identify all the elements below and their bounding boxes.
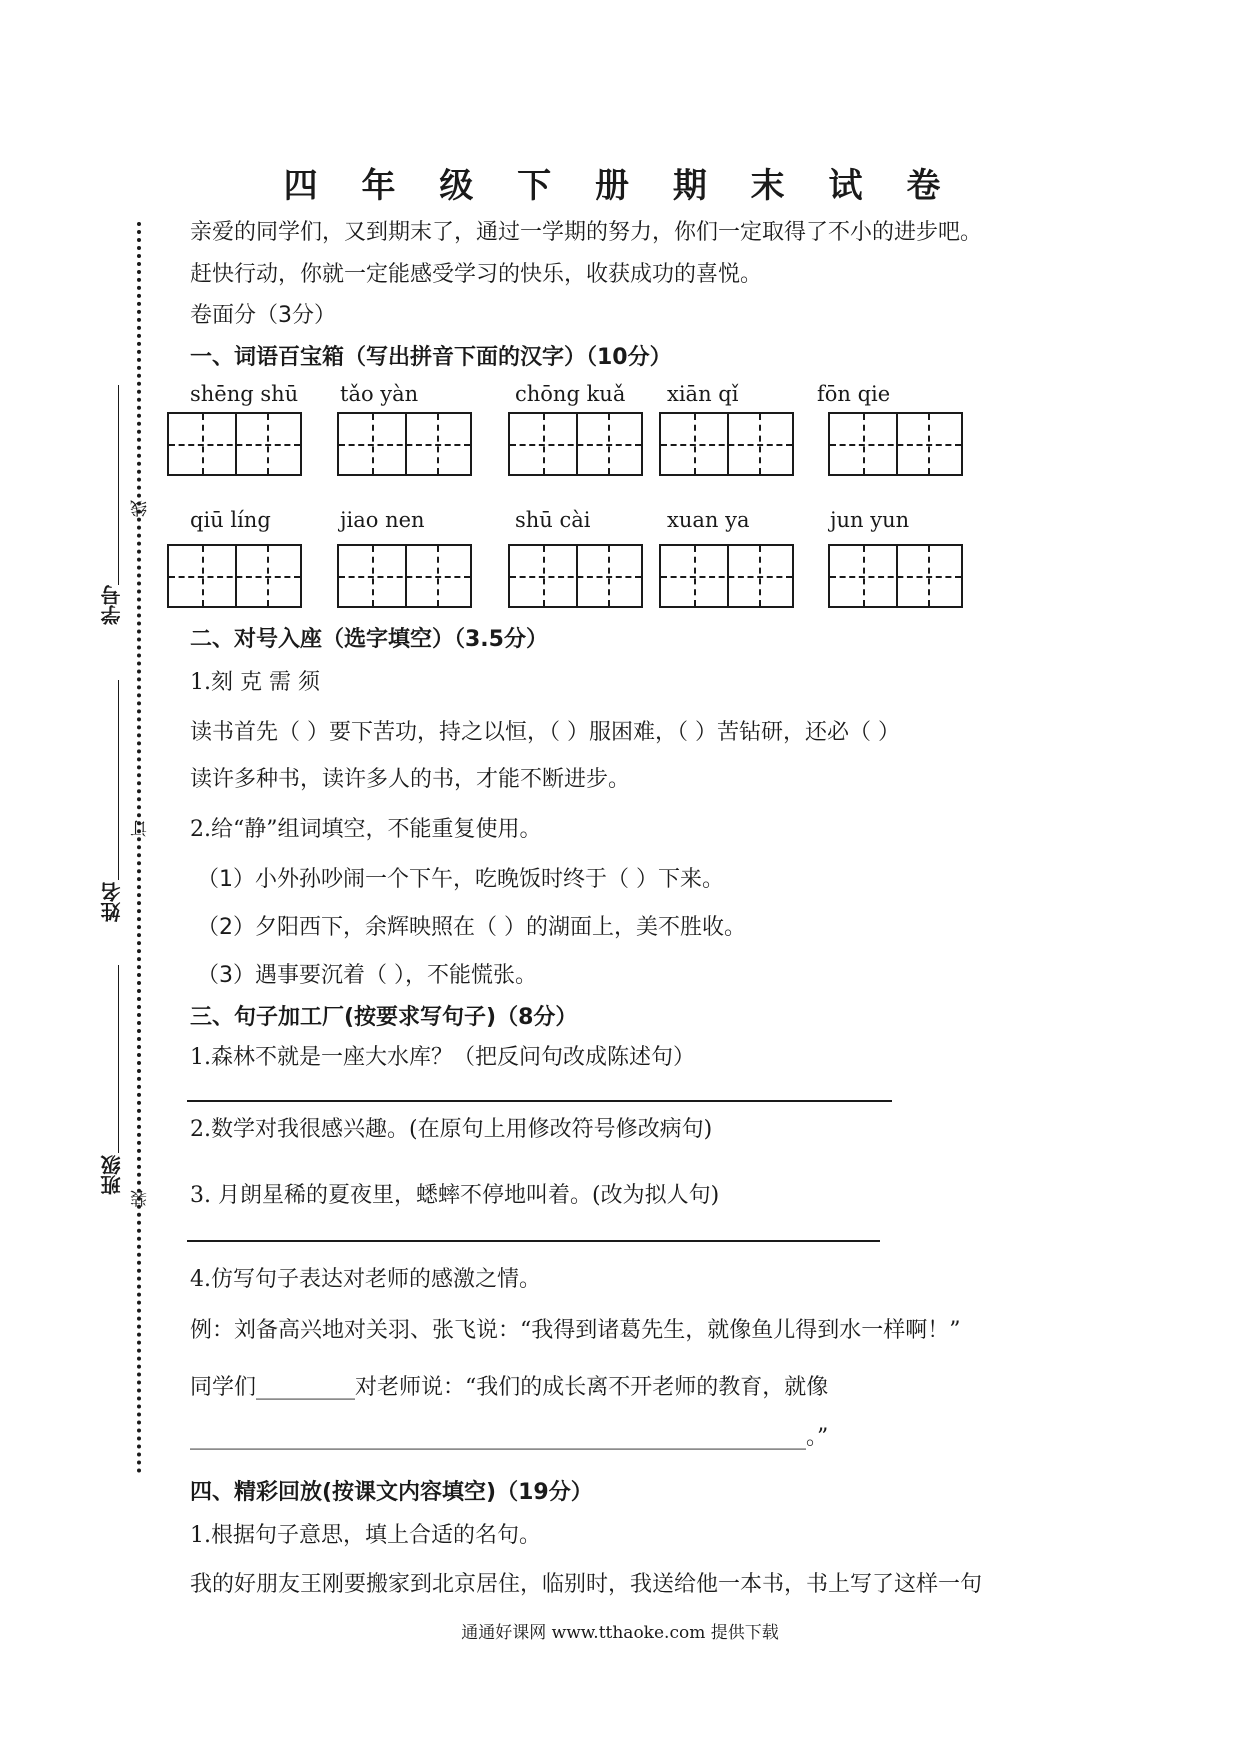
intro-line-1: 亲爱的同学们，又到期末了，通过一学期的努力，你们一定取得了不小的进步吧。 xyxy=(190,220,983,245)
character-writing-box[interactable] xyxy=(337,412,472,476)
character-writing-box[interactable] xyxy=(828,544,963,608)
pinyin: chōng kuǎ xyxy=(515,382,626,406)
pinyin: shū cài xyxy=(515,508,591,532)
neatness-score: 卷面分（3分） xyxy=(190,303,336,328)
s3-example: 例：刘备高兴地对关羽、张飞说：“我得到诸葛先生，就像鱼儿得到水一样啊！” xyxy=(190,1318,961,1343)
q1-fill-line-1[interactable]: 读书首先（ ）要下苦功，持之以恒，（ ）服困难，（ ）苦钻研，还必（ ） xyxy=(190,720,900,745)
pinyin: shēng shū xyxy=(190,382,299,406)
character-writing-box[interactable] xyxy=(659,544,794,608)
character-writing-box[interactable] xyxy=(167,544,302,608)
class-label: 班级 xyxy=(100,1155,124,1195)
s4-question-1-text: 我的好朋友王刚要搬家到北京居住，临别时，我送给他一本书，书上写了这样一句 xyxy=(190,1572,983,1597)
intro-line-2: 赶快行动，你就一定能感受学习的快乐，收获成功的喜悦。 xyxy=(190,262,763,287)
q2-item-1[interactable]: （1）小外孙吵闹一个下午，吃晚饭时终于（ ）下来。 xyxy=(197,867,724,892)
pinyin: tǎo yàn xyxy=(340,382,419,406)
s3-question-3: 3. 月朗星稀的夏夜里，蟋蟀不停地叫着。(改为拟人句) xyxy=(190,1183,720,1208)
pinyin: xuan ya xyxy=(667,508,750,532)
pinyin: qiū líng xyxy=(190,508,271,532)
cut-mark-seal: 装 xyxy=(131,1190,151,1207)
section-2-heading: 二、对号入座（选字填空）（3.5分） xyxy=(190,627,548,652)
character-writing-box[interactable] xyxy=(828,412,963,476)
section-3-heading: 三、句子加工厂(按要求写句子)（8分） xyxy=(190,1005,578,1030)
q2-item-2[interactable]: （2）夕阳西下，余辉映照在（ ）的湖面上，美不胜收。 xyxy=(197,915,746,940)
cut-mark-line: 线 xyxy=(131,500,151,517)
section-1-heading: 一、词语百宝箱（写出拼音下面的汉字）（10分） xyxy=(190,345,672,370)
pinyin: jiao nen xyxy=(340,508,425,532)
character-writing-box[interactable] xyxy=(508,544,643,608)
s3-question-4: 4.仿写句子表达对老师的感激之情。 xyxy=(190,1267,541,1292)
student-id-label: 学号 xyxy=(100,585,124,625)
s3-fill-line-1[interactable]: 同学们_________对老师说：“我们的成长离不开老师的教育，就像 xyxy=(190,1375,829,1400)
character-writing-box[interactable] xyxy=(659,412,794,476)
character-writing-box[interactable] xyxy=(508,412,643,476)
q2-prompt: 2.给“静”组词填空，不能重复使用。 xyxy=(190,817,542,842)
section-4-heading: 四、精彩回放(按课文内容填空)（19分） xyxy=(190,1480,593,1505)
character-writing-box[interactable] xyxy=(167,412,302,476)
character-writing-box[interactable] xyxy=(337,544,472,608)
pinyin: xiān qǐ xyxy=(667,382,739,406)
s3-question-2: 2.数学对我很感兴趣。(在原句上用修改符号修改病句) xyxy=(190,1117,713,1142)
s4-question-1: 1.根据句子意思，填上合适的名句。 xyxy=(190,1523,541,1548)
name-blank[interactable] xyxy=(118,680,119,880)
student-id-blank[interactable] xyxy=(118,385,119,585)
pinyin: fōn qie xyxy=(817,382,891,406)
q1-char-choices: 1.刻 克 需 须 xyxy=(190,670,320,695)
s3-question-1: 1.森林不就是一座大水库？（把反问句改成陈述句） xyxy=(190,1045,695,1070)
class-blank[interactable] xyxy=(118,965,119,1153)
s3-fill-line-2[interactable]: ________________________________________________________。” xyxy=(190,1425,829,1450)
q1-fill-line-2: 读许多种书，读许多人的书，才能不断进步。 xyxy=(190,767,631,792)
binding-dotted-line xyxy=(137,222,141,1474)
pinyin: jun yun xyxy=(830,508,910,532)
answer-line[interactable] xyxy=(187,1240,880,1242)
answer-line[interactable] xyxy=(187,1100,892,1102)
cut-mark-bind: 订 xyxy=(131,820,151,837)
exam-title: 四 年 级 下 册 期 末 试 卷 xyxy=(283,166,957,206)
name-label: 姓名 xyxy=(100,882,124,922)
q2-item-3[interactable]: （3）遇事要沉着（ ），不能慌张。 xyxy=(197,963,537,988)
footer-source: 通通好课网 www.tthaoke.com 提供下载 xyxy=(461,1623,779,1643)
